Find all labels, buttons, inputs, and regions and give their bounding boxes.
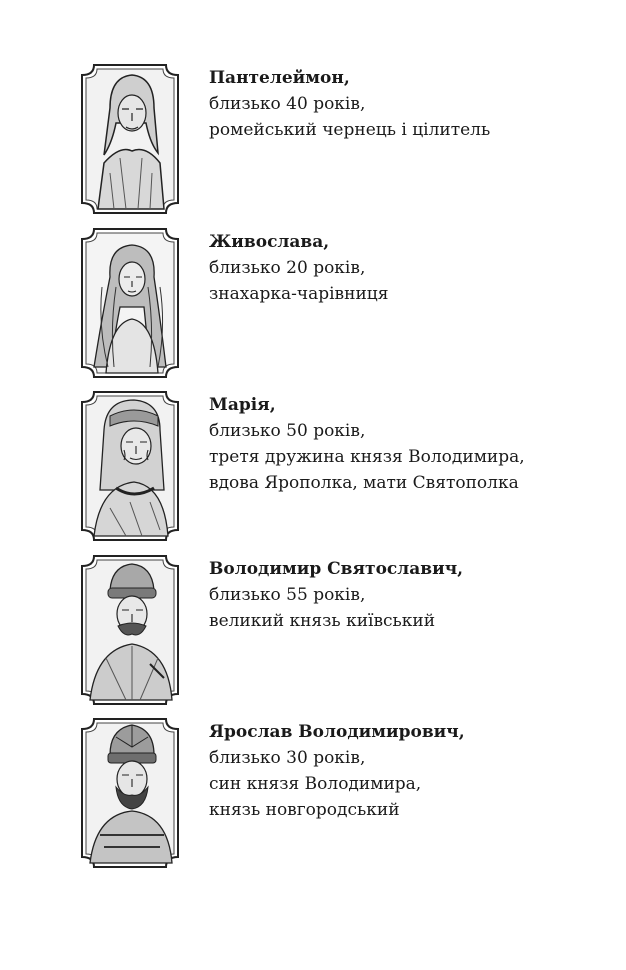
character-name: Володимир Святославич,: [209, 559, 464, 579]
character-entry-mariia: [80, 390, 600, 546]
character-entry-zhyvoslava: [80, 227, 600, 383]
character-title: князь новгородський: [209, 800, 400, 820]
character-age: близько 20 років,: [209, 258, 366, 278]
character-role: ромейський чернець і цілитель: [209, 120, 491, 140]
character-name: Ярослав Володимирович,: [209, 722, 465, 742]
character-entry-yaroslav: [80, 717, 600, 873]
character-role: знахарка-чарівниця: [209, 284, 389, 304]
character-age: близько 55 років,: [209, 585, 366, 605]
character-description: [209, 229, 609, 307]
character-description: [209, 65, 609, 143]
character-description: [209, 556, 609, 634]
character-description: [209, 719, 609, 823]
character-role: третя дружина князя Володимира,: [209, 447, 525, 467]
hooded-monk-portrait-icon: [80, 63, 180, 215]
prince-fur-hat-portrait-icon: [80, 554, 180, 706]
character-name: Марія,: [209, 395, 276, 415]
character-entry-panteleimon: [80, 63, 600, 219]
character-description: [209, 392, 609, 496]
long-haired-woman-portrait-icon: [80, 227, 180, 379]
character-entry-volodymyr: [80, 554, 600, 710]
character-age: близько 50 років,: [209, 421, 366, 441]
character-age: близько 30 років,: [209, 748, 366, 768]
elderly-woman-headdress-portrait-icon: [80, 390, 180, 542]
prince-crown-portrait-icon: [80, 717, 180, 869]
character-age: близько 40 років,: [209, 94, 366, 114]
character-family: вдова Ярополка, мати Святополка: [209, 473, 519, 493]
character-role: великий князь київський: [209, 611, 436, 631]
character-name: Живослава,: [209, 232, 330, 252]
character-role: син князя Володимира,: [209, 774, 422, 794]
character-name: Пантелеймон,: [209, 68, 350, 88]
